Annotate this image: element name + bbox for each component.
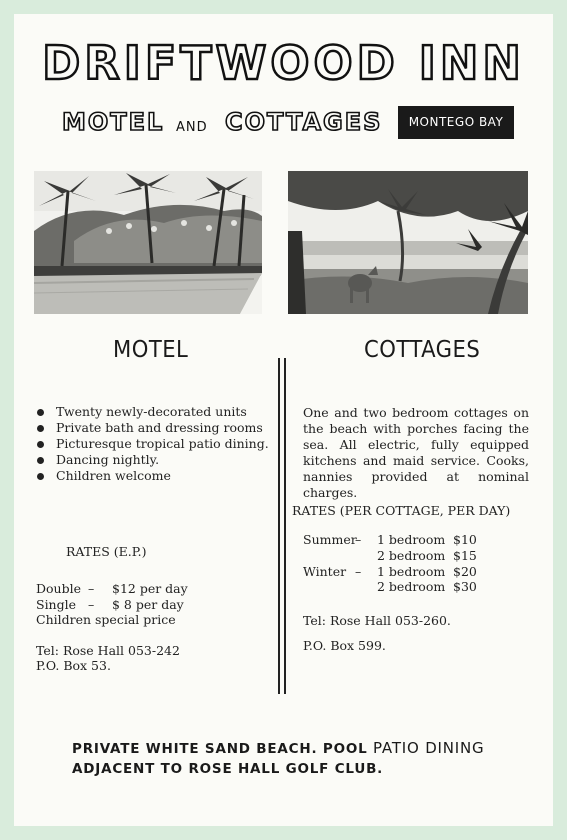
pool-photo — [34, 171, 262, 314]
list-item: Children welcome — [36, 468, 276, 484]
column-divider — [278, 358, 286, 694]
footer-line-1: PRIVATE WHITE SAND BEACH. POOL PATIO DINING — [72, 739, 485, 757]
motel-telephone: Tel: Rose Hall 053-242 — [36, 643, 180, 658]
motel-rate-double: Double – $12 per day — [36, 581, 188, 596]
beach-photo — [288, 171, 528, 314]
inn-title: DRIFTWOOD INN — [42, 36, 525, 90]
list-item: Dancing nightly. — [36, 452, 276, 468]
cottages-word: COTTAGES — [225, 108, 383, 136]
cottages-description: One and two bedroom cottages on the beach with porches facing the sea. All electric, fully equipped kitchens and maid service. Cooks, nannies provided at nominal charges. — [303, 405, 529, 500]
cottages-po-box: P.O. Box 599. — [303, 638, 386, 653]
bullet-icon — [37, 473, 44, 480]
cottage-rate-row: Winter – 1 bedroom $20 — [303, 564, 477, 579]
location-badge: MONTEGO BAY — [398, 106, 514, 139]
list-item: Twenty newly-decorated units — [36, 404, 276, 420]
motel-po-box: P.O. Box 53. — [36, 658, 111, 673]
cottage-rate-row: Summer– 1 bedroom $10 — [303, 532, 477, 547]
bullet-icon — [37, 425, 44, 432]
motel-rate-single: Single – $ 8 per day — [36, 597, 184, 612]
cottages-heading: COTTAGES — [364, 337, 481, 363]
motel-word: MOTEL — [62, 108, 165, 136]
cottage-rate-row: 2 bedroom $30 — [377, 579, 477, 594]
list-item: Private bath and dressing rooms — [36, 420, 276, 436]
cottages-rates-heading: RATES (PER COTTAGE, PER DAY) — [292, 503, 511, 518]
cottage-rate-row: 2 bedroom $15 — [377, 548, 477, 563]
children-price-note: Children special price — [36, 612, 176, 627]
and-word: AND — [176, 120, 208, 135]
bullet-icon — [37, 409, 44, 416]
footer-line-2: ADJACENT TO ROSE HALL GOLF CLUB. — [72, 761, 384, 777]
motel-feature-list — [36, 404, 276, 484]
cottages-telephone: Tel: Rose Hall 053-260. — [303, 613, 451, 628]
motel-heading: MOTEL — [113, 337, 189, 363]
bullet-icon — [37, 457, 44, 464]
bullet-icon — [37, 441, 44, 448]
list-item: Picturesque tropical patio dining. — [36, 436, 276, 452]
motel-rates-heading: RATES (E.P.) — [66, 544, 147, 559]
